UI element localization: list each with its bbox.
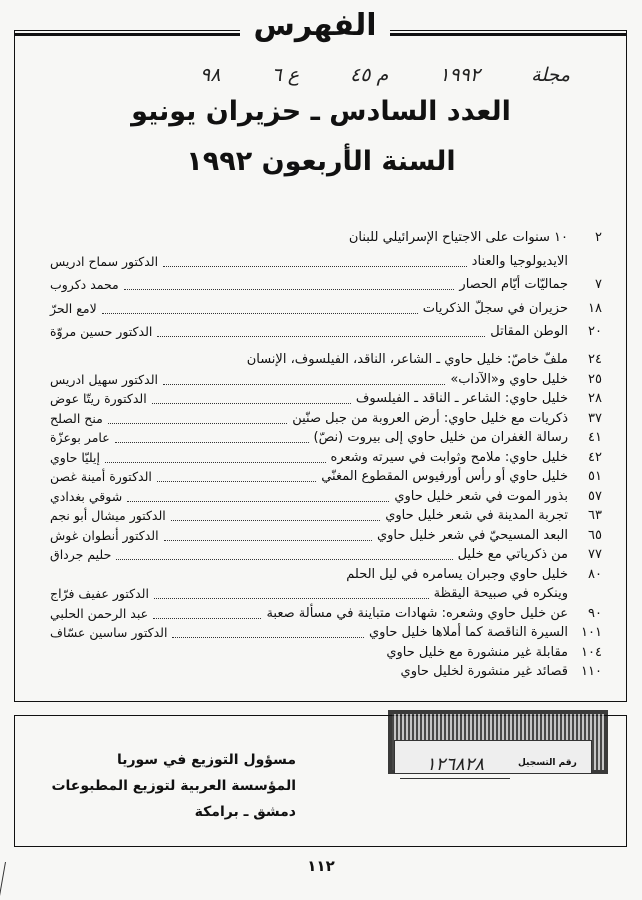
toc-leader-dots — [157, 467, 316, 482]
toc-title: عن خليل حاوي وشعره: شهادات متباينة في مسألة صعبة — [266, 605, 568, 621]
toc-row — [50, 299, 568, 319]
handwritten-year: ١٩٩٢ — [439, 64, 481, 86]
toc-entry — [50, 275, 602, 295]
toc-author: الدكتور حسين مروّة — [50, 324, 153, 339]
toc-leader-dots — [172, 623, 364, 638]
year-heading: السنة الأربعون ١٩٩٢ — [186, 146, 456, 177]
handwritten-issue: ع ٦ — [271, 64, 300, 86]
toc-leader-dots — [152, 389, 351, 404]
toc-entry — [50, 565, 602, 585]
toc-title: تجربة المدينة في شعر خليل حاوي — [385, 508, 568, 523]
toc-author: عامر بوعزّة — [50, 430, 110, 445]
toc-row — [50, 448, 568, 468]
toc-page-number: ٤٢ — [588, 449, 602, 465]
toc-author: لامع الحرّ — [50, 300, 97, 316]
toc-page-number: ٨٠ — [588, 566, 602, 582]
toc-entry — [50, 545, 602, 565]
distribution-company: المؤسسة العربية لتوزيع المطبوعات — [51, 778, 296, 794]
toc-entry — [50, 228, 602, 248]
toc-title: وينكره في صبيحة اليقظة — [433, 586, 568, 601]
toc-row — [50, 545, 568, 565]
toc-title: حزيران في سجلّ الذكريات — [422, 300, 568, 316]
handwritten-journal: مجلة — [531, 64, 570, 86]
toc-title: الوطن المقاتل — [490, 324, 568, 339]
toc-page-number: ٣٧ — [588, 410, 602, 426]
toc-page-number: ٤١ — [588, 430, 602, 445]
title-rule-right — [388, 33, 627, 36]
toc-page-number: ١١٠ — [581, 664, 602, 679]
stamp-label: رقم التسجيل — [518, 758, 577, 768]
toc-page-number: ١٨ — [588, 300, 602, 316]
toc-leader-dots — [154, 584, 429, 599]
toc-entry — [50, 643, 602, 663]
toc-entry — [50, 389, 602, 409]
toc-leader-dots — [105, 448, 326, 463]
toc-entry — [50, 322, 602, 342]
toc-title: البعد المسيحيّ في شعر خليل حاوي — [376, 527, 568, 543]
toc-author: الدكتور ميشال أبو نجم — [50, 508, 166, 523]
distribution-responsible: مسؤول التوزيع في سوريا — [116, 752, 296, 768]
toc-page-number: ٧٧ — [588, 547, 602, 562]
toc-entry — [50, 487, 602, 507]
toc-row — [50, 428, 568, 448]
toc-row — [50, 623, 568, 643]
toc-row — [50, 565, 568, 585]
toc-title: رسالة الغفران من خليل حاوي إلى بيروت (نصّ) — [313, 430, 568, 445]
toc-leader-dots — [157, 322, 485, 337]
toc-title: قصائد غير منشورة لخليل حاوي — [400, 664, 568, 679]
handwritten-number: ٩٨ — [200, 64, 221, 86]
toc-page-number: ٢ — [595, 230, 602, 245]
toc-page-number: ١٠١ — [581, 625, 602, 640]
toc-entry — [50, 448, 602, 468]
toc-title: بذور الموت في شعر خليل حاوي — [394, 488, 568, 504]
toc-page-number: ٥٧ — [588, 488, 602, 504]
toc-row — [50, 389, 568, 409]
toc-title: الايديولوجيا والعناد — [471, 253, 568, 269]
toc-title: خليل حاوي أو رأس أورفيوس المقطوع المغنّي — [321, 469, 568, 484]
toc-page-number: ٩٠ — [588, 605, 602, 621]
toc-title: من ذكرياتي مع خليل — [457, 547, 568, 562]
toc-entry — [50, 370, 602, 390]
toc-author: الدكتور عفيف فرّاج — [50, 586, 149, 601]
index-title: الفهرس — [240, 6, 390, 46]
toc-row — [50, 526, 568, 546]
toc-title: ملفّ خاصّ: خليل حاوي ـ الشاعر، الناقد، الفيلسوف، الإنسان — [246, 352, 568, 367]
toc-leader-dots — [153, 604, 261, 619]
toc-row — [50, 275, 568, 295]
stamp-number: ١٢٦٨٢٨ — [400, 754, 510, 779]
toc-leader-dots — [164, 526, 372, 541]
title-rule-left — [14, 33, 242, 36]
toc-author: منح الصلح — [50, 410, 103, 426]
handwritten-note — [200, 60, 570, 90]
toc-leader-dots — [124, 275, 455, 290]
toc-row — [50, 252, 568, 272]
toc-row — [50, 350, 568, 370]
toc-author: حليم جرداق — [50, 547, 112, 562]
issue-heading: العدد السادس ـ حزيران يونيو — [131, 96, 511, 127]
toc-row — [50, 467, 568, 487]
toc-title: خليل حاوي: الشاعر ـ الناقد ـ الفيلسوف — [355, 391, 568, 406]
toc-author: الدكتور أنطوان غوش — [50, 527, 159, 543]
toc-author: شوقي بغدادي — [50, 488, 123, 504]
toc-author: الدكتور سهيل ادريس — [50, 371, 158, 387]
toc-page-number: ١٠٤ — [581, 644, 602, 660]
toc-title: خليل حاوي: ملامح وثوابت في سيرته وشعره — [330, 449, 568, 465]
toc-entry — [50, 428, 602, 448]
toc-row — [50, 643, 568, 663]
toc-author: الدكتورة ريتّا عوض — [50, 391, 147, 406]
toc-leader-dots — [163, 370, 445, 385]
toc-row — [50, 662, 568, 682]
toc-row — [50, 370, 568, 390]
toc-entry — [50, 526, 602, 546]
page-number: ١١٢ — [307, 857, 335, 875]
toc-entry — [50, 252, 602, 272]
toc-row — [50, 487, 568, 507]
toc-title: ١٠ سنوات على الاجتياح الإسرائيلي للبنان — [348, 230, 568, 245]
toc-leader-dots — [163, 252, 467, 267]
toc-leader-dots — [127, 487, 389, 502]
toc-page-number: ٢٤ — [588, 352, 602, 367]
toc-entry — [50, 506, 602, 526]
handwritten-volume: م ٤٥ — [350, 64, 389, 86]
toc-author: إيليّا حاوي — [50, 449, 100, 465]
toc-author: الدكتورة أمينة غصن — [50, 469, 152, 484]
toc-page-number: ٢٥ — [588, 371, 602, 387]
toc-entry — [50, 467, 602, 487]
toc-entry — [50, 299, 602, 319]
toc-title: السيرة الناقصة كما أملاها خليل حاوي — [368, 625, 568, 640]
toc-leader-dots — [115, 428, 309, 443]
toc-leader-dots — [171, 506, 380, 521]
toc-page-number: ٦٣ — [588, 508, 602, 523]
toc-row — [50, 322, 568, 342]
toc-author: الدكتور سماح ادريس — [50, 253, 159, 269]
toc-entry — [50, 409, 602, 429]
toc-author: محمد دكروب — [50, 277, 119, 292]
toc-page-number: ٢٠ — [588, 324, 602, 339]
toc-page-number: ٦٥ — [588, 527, 602, 543]
toc-page-number: ٥١ — [588, 469, 602, 484]
toc-page-number: ٧ — [595, 277, 602, 292]
toc-entry — [50, 584, 602, 604]
toc-entry — [50, 623, 602, 643]
toc-author: عبد الرحمن الحلبي — [50, 605, 149, 621]
toc-row — [50, 409, 568, 429]
toc-title: مقابلة غير منشورة مع خليل حاوي — [386, 644, 568, 660]
toc-entry — [50, 350, 602, 370]
toc-row — [50, 584, 568, 604]
toc-row — [50, 506, 568, 526]
toc-title: جماليّات أيّام الحصار — [459, 277, 568, 292]
toc-row — [50, 604, 568, 624]
toc-title: خليل حاوي و«الآداب» — [450, 371, 568, 387]
toc-title: ذكريات مع خليل حاوي: أرض العروبة من جبل صنّين — [292, 410, 568, 426]
toc-row — [50, 228, 568, 248]
toc-leader-dots — [116, 545, 452, 560]
toc-title: خليل حاوي وجبران يسامره في ليل الحلم — [346, 566, 568, 582]
distribution-city: دمشق ـ برامكة — [194, 804, 296, 820]
toc-entry — [50, 662, 602, 682]
toc-leader-dots — [102, 299, 418, 314]
toc-entry — [50, 604, 602, 624]
toc-author: الدكتور ساسين عسّاف — [50, 625, 168, 640]
toc-page-number: ٢٨ — [588, 391, 602, 406]
toc-leader-dots — [108, 409, 287, 424]
